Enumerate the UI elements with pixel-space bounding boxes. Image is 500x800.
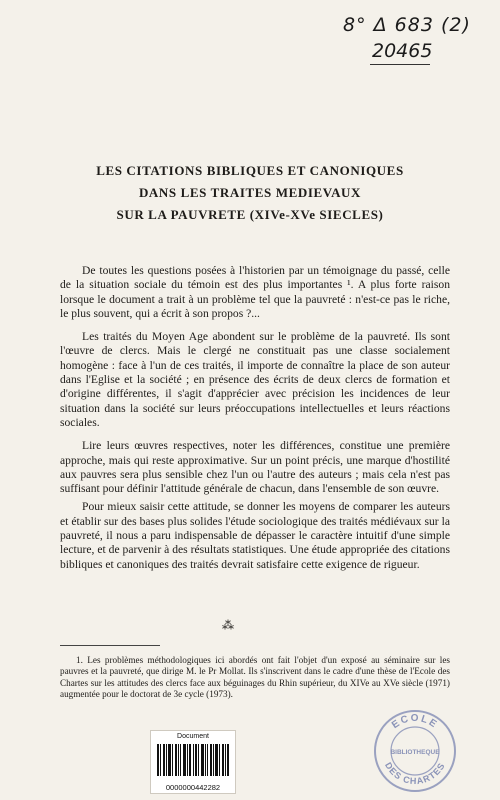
stamp-bottom-text: DES CHARTES [383, 760, 447, 787]
handwritten-number: 20465 [372, 40, 433, 62]
barcode-icon [157, 744, 229, 776]
svg-text:DES CHARTES [383, 761, 447, 787]
paragraph-1: De toutes les questions posées à l'historien par un témoignage du passé, celle de la situation sociale du témoin est des plus importantes ¹. A plus forte raison lorsque le document a trait à un problème tel que la pauvreté : n'est-ce pas le riche, le plus souvent, qui a écrit à son propos ?... [60, 264, 450, 320]
barcode-label: Document [177, 733, 209, 740]
title-line-1: LES CITATIONS BIBLIQUES ET CANONIQUES [96, 163, 404, 178]
paragraph-3: Lire leurs œuvres respectives, noter les différences, constitue une première approche, mais qui reste approximative. Sur un point précis, une marque d'hostilité aux pauvres sera plus sensible chez l'un ou l'autre des auteurs ; mais cela n'est pas suffisant pour définir l'attitude générale de chacun, dans l'ensemble de son œuvre. [60, 439, 450, 496]
article-body [60, 264, 450, 581]
article-title [40, 160, 460, 226]
title-line-3: SUR LA PAUVRETE (XIVe-XVe SIECLES) [116, 207, 384, 222]
handwritten-underline [370, 64, 430, 65]
paragraph-2: Les traités du Moyen Age abondent sur le problème de la pauvreté. Ils sont l'œuvre de clercs. Mais le clergé ne constituait pas une classe socialement homogène : face à l'un de ces traités, il importe de connaître la place de son auteur dans l'Eglise et la société ; en présence des écrits de deux clercs de formation et d'origine différentes, il s'agit d'apprécier avec précision les incidences de leur situation dans la société sur leurs préoccupations intellectuelles et leurs réactions sociales. [60, 330, 450, 429]
stamp-top-text: ECOLE [390, 712, 440, 732]
asterism-ornament: ⁂ [222, 618, 234, 632]
paragraph-4: Pour mieux saisir cette attitude, se donner les moyens de comparer les auteurs et établir sur des bases plus solides l'étude sociologique des traités médiévaux sur la pauvreté, il nous a paru indispensable de dépasser le caractère intuitif d'une simple lecture, et de parvenir à des résultats statistiques. Une étude appropriée des citations bibliques et canoniques des traités devrait satisfaire cette exigence de rigueur. [60, 500, 450, 571]
title-line-2: DANS LES TRAITES MEDIEVAUX [138, 185, 362, 200]
footnote-text: 1. Les problèmes méthodologiques ici abordés ont fait l'objet d'un exposé au séminaire sur les pauvres et la pauvreté, que dirige M. le Pr Mollat. Ils s'inscrivent dans le cadre d'une thèse de l'Ecole des Chartes sur les attitudes des clercs face aux béguinages du Rhin supérieur, du XIVe au XVe siècle (1971) augmentée pour le doctorat de 3e cycle (1973). [60, 655, 450, 700]
handwritten-shelfmark: 8° Δ 683 (2) [343, 14, 471, 36]
footnote-rule [60, 645, 160, 646]
barcode-sticker [150, 730, 236, 794]
library-stamp-icon [372, 708, 458, 794]
barcode-number: 0000000442282 [165, 783, 221, 792]
footnote [60, 655, 450, 701]
stamp-middle-text: BIBLIOTHEQUE [390, 749, 440, 756]
